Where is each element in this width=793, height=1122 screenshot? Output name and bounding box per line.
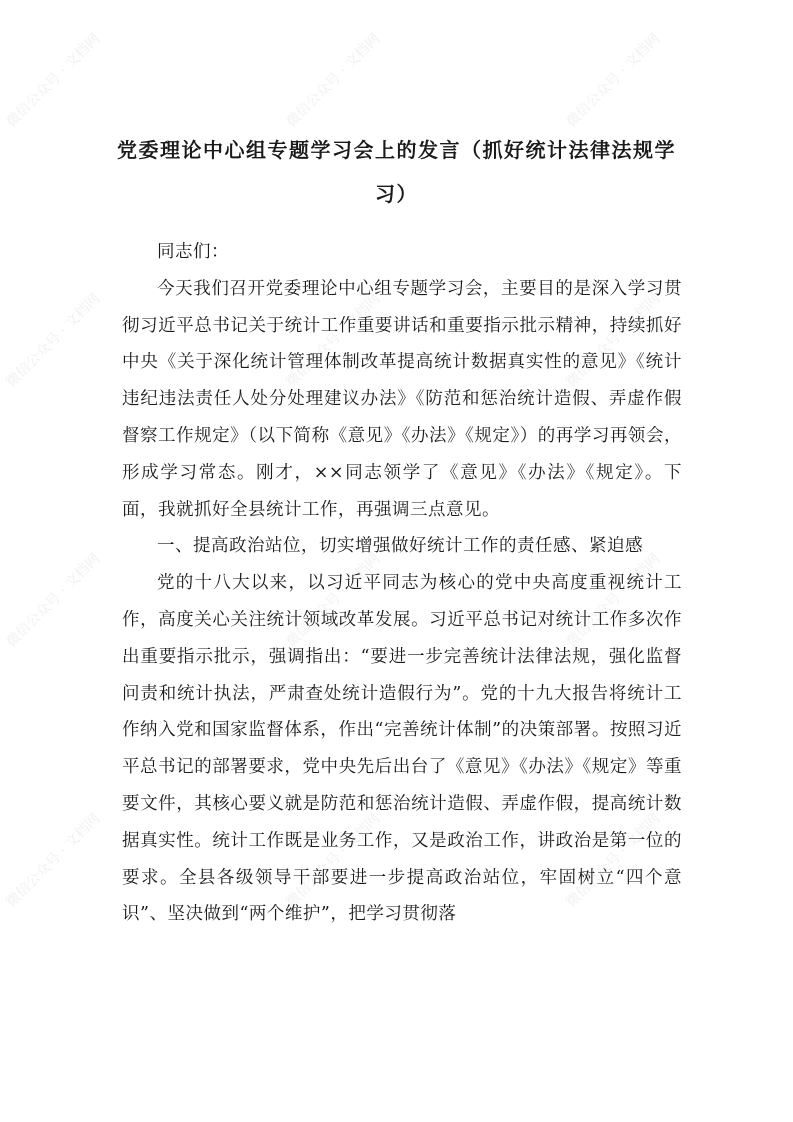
paragraph-intro: 今天我们召开党委理论中心组专题学习会，主要目的是深入学习贯彻习近平总书记关于统计工作重要讲话和重要指示批示精神，持续抓好中央《关于深化统计管理体制改革提高统计数据真实性的意见》《统计违纪违法责任人处分处理建议办法》《防范和惩治统计造假、弄虚作假督察工作规定》（以下简称《意见》《办法》《规定》）的再学习再领会，形成学习常态。刚才，××同志领学了《意见》《办法》《规定》。下面，我就抓好全县统计工作，再强调三点意见。 [122, 278, 682, 520]
salutation: 同志们： [157, 242, 229, 262]
document-title [110, 128, 683, 216]
section-heading-1: 一、提高政治站位，切实增强做好统计工作的责任感、紧迫感 [157, 536, 643, 557]
title-line-1: 党委理论中心组专题学习会上的发言（抓好统计法律法规学 [117, 138, 676, 162]
watermark: 微信公众号 · 文档网 [283, 30, 384, 131]
watermark: 微信公众号 · 文档网 [3, 550, 104, 651]
watermark: 微信公众号 · 文档网 [563, 810, 664, 911]
watermark: 微信公众号 · 文档网 [283, 550, 384, 651]
title-line-2: 习） [375, 182, 418, 206]
watermark: 微信公众号 · 文档网 [563, 550, 664, 651]
watermark: 微信公众号 · 文档网 [3, 290, 104, 391]
watermark: 微信公众号 · 文档网 [3, 810, 104, 911]
watermark: 微信公众号 · 文档网 [563, 290, 664, 391]
watermark: 微信公众号 · 文档网 [3, 30, 104, 131]
document-body [122, 234, 682, 933]
watermark: 微信公众号 · 文档网 [283, 290, 384, 391]
paragraph-section-1: 党的十八大以来，以习近平同志为核心的党中央高度重视统计工作，高度关心关注统计领域改革发展。习近平总书记对统计工作多次作出重要指示批示，强调指出：“要进一步完善统计法律法规，强化监督问责和统计执法，严肃查处统计造假行为”。党的十九大报告将统计工作纳入党和国家监督体系，作出“完善统计体制”的决策部署。按照习近平总书记的部署要求，党中央先后出台了《意见》《办法》《规定》等重要文件，其核心要义就是防范和惩治统计造假、弄虚作假，提高统计数据真实性。统计工作既是业务工作，又是政治工作，讲政治是第一位的要求。全县各级领导干部要进一步提高政治站位，牢固树立“四个意识”、坚决做到“两个维护”，把学习贯彻落 [122, 573, 682, 925]
watermark: 微信公众号 · 文档网 [563, 30, 664, 131]
watermark: 微信公众号 · 文档网 [283, 810, 384, 911]
